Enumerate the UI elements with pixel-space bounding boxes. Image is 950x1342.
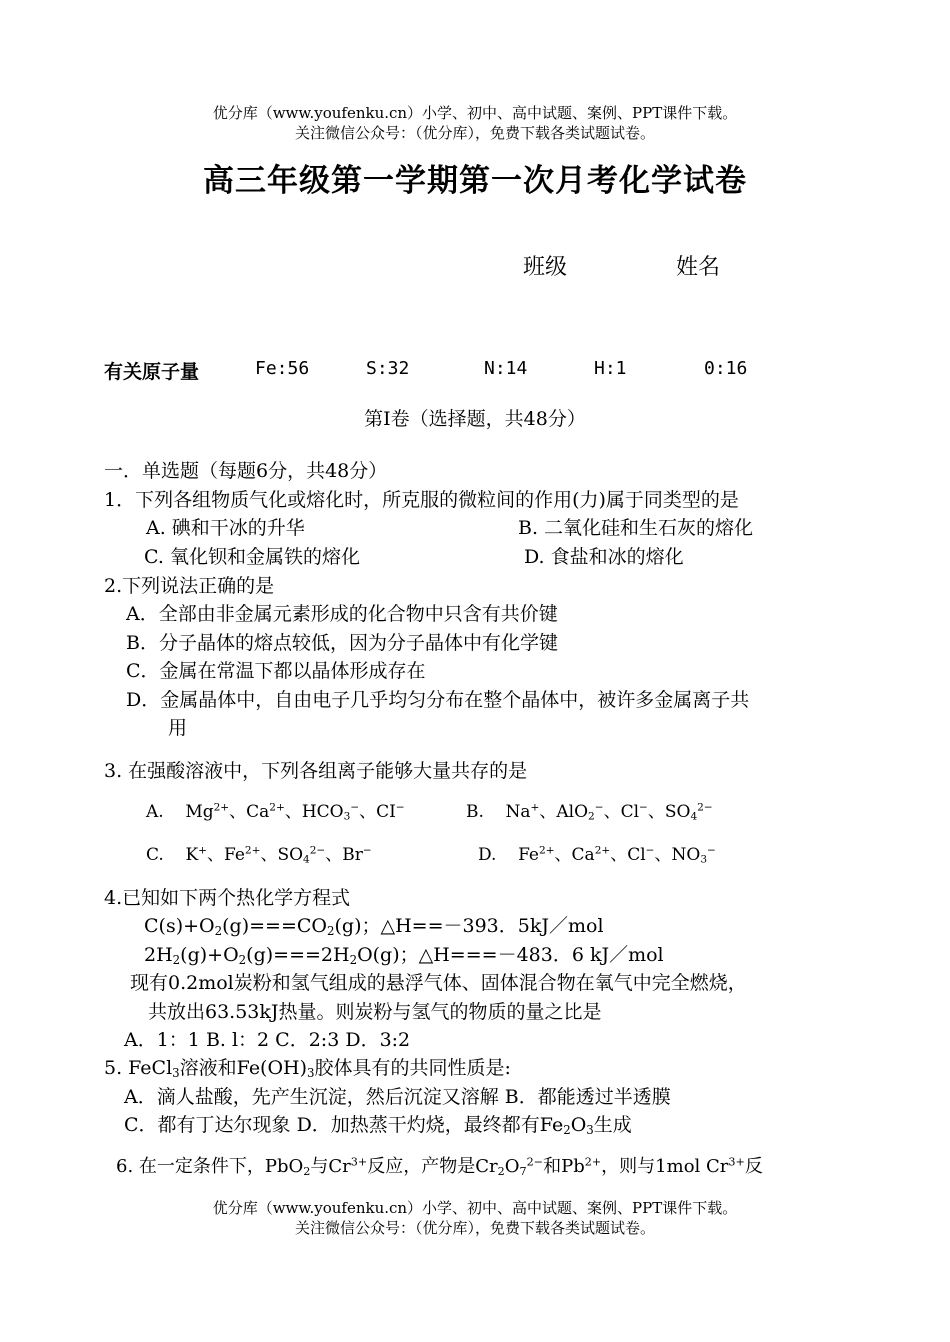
name-label: 姓名: [676, 255, 721, 280]
part-heading: 一．单选题（每题6分，共48分）: [104, 460, 388, 482]
question-2-option-a: A．全部由非金属元素形成的化合物中只含有共价键: [126, 603, 558, 625]
question-2-option-d: D．金属晶体中，自由电子几乎均匀分布在整个晶体中，被许多金属离子共: [126, 689, 750, 711]
question-2-option-d-cont: 用: [168, 717, 188, 739]
question-2-option-c: C．金属在常温下都以晶体形成存在: [126, 660, 426, 682]
question-4-stem: 4.已知如下两个热化学方程式: [104, 887, 351, 909]
option-label: D.: [478, 845, 497, 865]
question-3-stem: 3. 在强酸溶液中，下列各组离子能够大量共存的是: [104, 760, 528, 782]
question-3-option-b: B. Na+、AlO$_2$−、Cl−、$SO_4^{2-}$: [466, 801, 713, 823]
question-3-option-a: A. $Mg^{2+}$、$Ca^{2+}$、$HCO_3^-$、CI−: [146, 801, 405, 823]
question-4-text-1: 现有0.2mol炭粉和氢气组成的悬浮气体、固体混合物在氧气中完全燃烧，: [130, 972, 747, 994]
question-4-options: A．1：1 B. l：2 C．2:3 D．3:2: [124, 1029, 411, 1051]
option-label: A.: [146, 802, 164, 822]
question-2-option-b: B．分子晶体的熔点较低，因为分子晶体中有化学键: [126, 632, 558, 654]
question-5-stem: 5. FeCl$_3$溶液和$Fe(OH)_3$胶体具有的共同性质是:: [104, 1057, 511, 1080]
header-line-2: 关注微信公众号：（优分库），免费下载各类试题试卷。: [294, 124, 655, 142]
atomic-mass-o: 0:16: [704, 358, 748, 379]
atomic-mass-s: S:32: [366, 358, 410, 379]
question-3-option-d: D. $Fe^{2+}$、$Ca^{2+}$、Cl−、$NO_3^-$: [478, 844, 716, 866]
atomic-mass-n: N:14: [484, 358, 528, 379]
question-5-options-cd: C．都有丁达尔现象 D．加热蒸干灼烧，最终都有$Fe_2O_3$生成: [124, 1114, 632, 1137]
question-1-option-d: D. 食盐和冰的熔化: [524, 546, 684, 568]
question-6-stem: 6. 在一定条件下，PbO$_2$与$Cr^{3+}$反应，产物是$Cr_2O_7^{2-}$和$Pb^{2+}$，则与1mol $Cr^{3+}$反: [116, 1155, 763, 1178]
footer-line-1: 优分库（www.youfenku.cn）小学、初中、高中试题、案例、PPT课件下载。: [212, 1199, 738, 1217]
header-line-1: 优分库（www.youfenku.cn）小学、初中、高中试题、案例、PPT课件下载。: [212, 104, 738, 122]
question-1-option-c: C. 氧化钡和金属铁的熔化: [144, 546, 360, 568]
footer-line-2: 关注微信公众号：（优分库），免费下载各类试题试卷。: [294, 1219, 655, 1237]
question-5-options-ab: A．滴人盐酸，先产生沉淀，然后沉淀又溶解 B．都能透过半透膜: [124, 1086, 671, 1108]
class-label: 班级: [523, 255, 568, 280]
page-title: 高三年级第一学期第一次月考化学试卷: [203, 163, 747, 199]
section-heading: 第I卷（选择题，共48分）: [364, 408, 586, 430]
atomic-mass-h: H:1: [594, 358, 627, 379]
atomic-mass-fe: Fe:56: [255, 358, 310, 379]
option-label: B.: [466, 802, 484, 822]
question-3-option-c: C. K+、$Fe^{2+}$、$SO_4^{2-}$、Br−: [146, 844, 372, 866]
question-4-equation-1: $C(s)+O_2(g)===CO_2(g)$；△H==－393．5kJ／mol: [144, 915, 604, 938]
question-1-option-b: B. 二氧化硅和生石灰的熔化: [518, 517, 754, 539]
question-1-option-a: A. 碘和干冰的升华: [146, 517, 305, 539]
question-1-stem: 1．下列各组物质气化或熔化时，所克服的微粒间的作用(力)属于同类型的是: [104, 489, 739, 511]
atomic-masses-label: 有关原子量: [104, 361, 200, 383]
option-label: C.: [146, 845, 164, 865]
question-4-text-2: 共放出63.53kJ热量。则炭粉与氢气的物质的量之比是: [148, 1001, 602, 1023]
question-4-equation-2: $2H_2(g)+O_2(g)===2H_2O(g)$；△H===－483．6 kJ／mol: [144, 944, 664, 967]
question-2-stem: 2.下列说法正确的是: [104, 575, 275, 597]
